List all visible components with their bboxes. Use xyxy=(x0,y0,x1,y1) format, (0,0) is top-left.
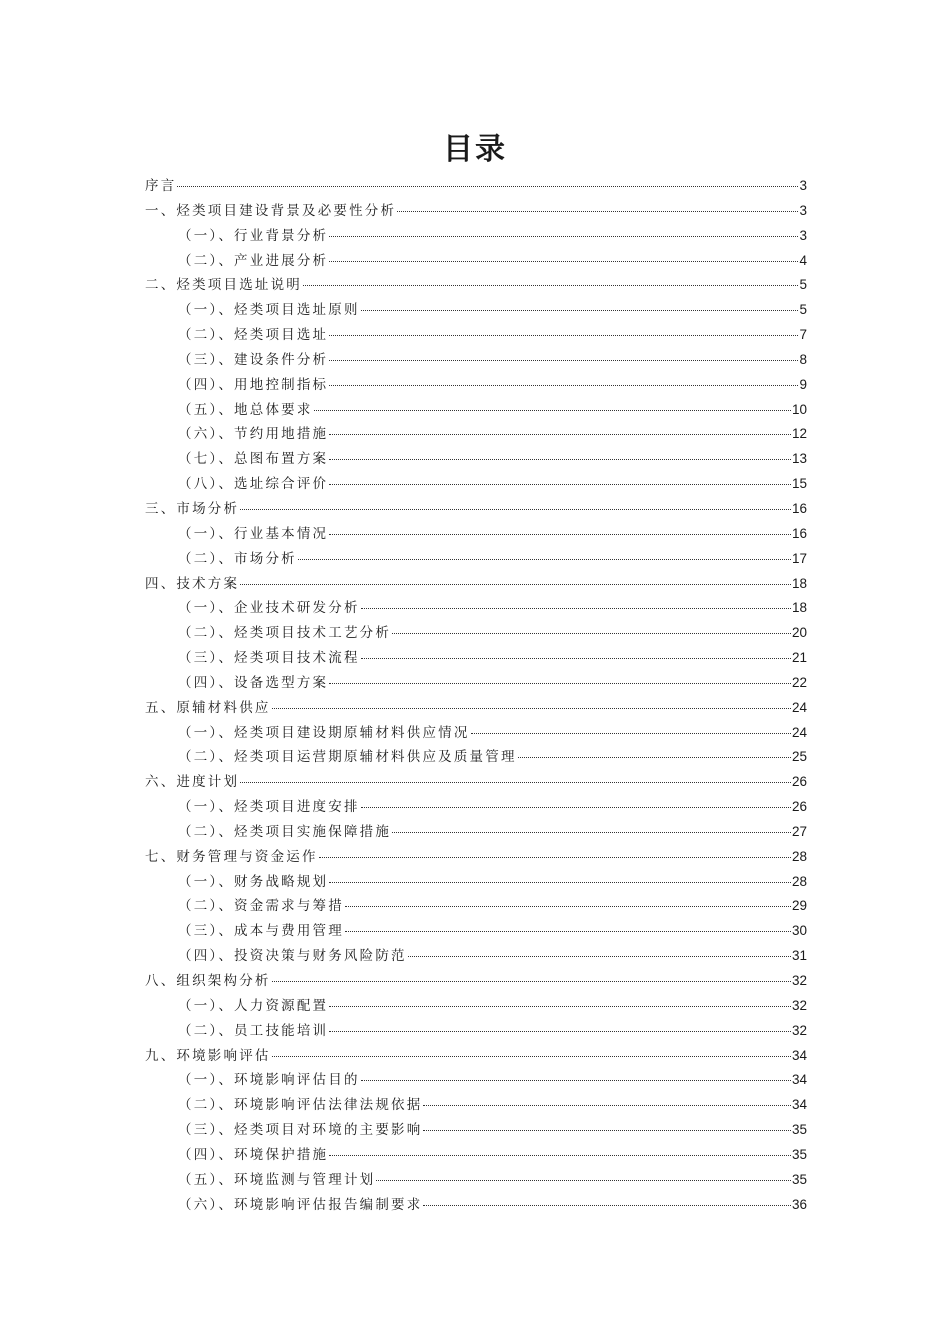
toc-entry-label: （三）、烃类项目技术流程 xyxy=(178,650,360,667)
toc-dot-leader xyxy=(392,633,791,634)
toc-entry-label: （二）、市场分析 xyxy=(178,550,297,567)
toc-dot-leader xyxy=(361,658,791,659)
toc-entry-label: （八）、选址综合评价 xyxy=(178,476,329,493)
toc-dot-leader xyxy=(329,236,798,237)
toc-page-number: 25 xyxy=(791,749,807,765)
toc-dot-leader xyxy=(423,1130,791,1131)
toc-section-entry[interactable] xyxy=(145,1093,807,1118)
toc-section-entry[interactable] xyxy=(145,721,807,746)
toc-entry-label: （七）、总图布置方案 xyxy=(178,451,329,468)
toc-section-entry[interactable] xyxy=(145,224,807,249)
toc-dot-leader xyxy=(240,509,791,510)
toc-entry-label: （六）、环境影响评估报告编制要求 xyxy=(178,1196,423,1213)
toc-chapter-entry[interactable] xyxy=(145,845,807,870)
toc-section-entry[interactable] xyxy=(145,944,807,969)
toc-section-entry[interactable] xyxy=(145,547,807,572)
toc-page-number: 35 xyxy=(791,1122,807,1138)
toc-section-entry[interactable] xyxy=(145,1118,807,1143)
toc-entry-label: 一、烃类项目建设背景及必要性分析 xyxy=(145,202,397,219)
toc-page-number: 26 xyxy=(791,799,807,815)
toc-dot-leader xyxy=(471,733,791,734)
toc-entry-label: （二）、烃类项目选址 xyxy=(178,327,329,344)
toc-page-number: 22 xyxy=(791,674,807,690)
toc-dot-leader xyxy=(392,832,791,833)
toc-dot-leader xyxy=(272,981,791,982)
toc-dot-leader xyxy=(361,310,799,311)
toc-entry-label: （二）、环境影响评估法律法规依据 xyxy=(178,1097,423,1114)
toc-page-number: 28 xyxy=(791,873,807,889)
toc-section-entry[interactable] xyxy=(145,1193,807,1218)
toc-section-entry[interactable] xyxy=(145,373,807,398)
toc-dot-leader xyxy=(376,1180,791,1181)
toc-page-number: 36 xyxy=(791,1196,807,1212)
toc-page-number: 32 xyxy=(791,973,807,988)
toc-page-number: 15 xyxy=(791,476,807,492)
toc-dot-leader xyxy=(329,385,798,386)
toc-entry-label: （六）、节约用地措施 xyxy=(178,426,329,443)
toc-entry-label: 序言 xyxy=(145,178,177,194)
toc-dot-leader xyxy=(319,857,791,858)
toc-page-number: 9 xyxy=(799,376,807,392)
toc-entry-label: （三）、建设条件分析 xyxy=(178,351,329,368)
toc-dot-leader xyxy=(329,534,791,535)
toc-section-entry[interactable] xyxy=(145,472,807,497)
toc-dot-leader xyxy=(345,931,791,932)
toc-entry-label: （二）、烃类项目实施保障措施 xyxy=(178,823,392,840)
toc-section-entry[interactable] xyxy=(145,422,807,447)
toc-chapter-entry[interactable] xyxy=(145,174,807,199)
toc-section-entry[interactable] xyxy=(145,447,807,472)
toc-page-number: 20 xyxy=(791,625,807,641)
toc-section-entry[interactable] xyxy=(145,1068,807,1093)
toc-dot-leader xyxy=(361,608,791,609)
toc-page-number: 34 xyxy=(791,1072,807,1088)
toc-page-number: 27 xyxy=(791,823,807,839)
toc-entry-label: （一）、烃类项目选址原则 xyxy=(178,302,360,319)
toc-chapter-entry[interactable] xyxy=(145,696,807,721)
toc-dot-leader xyxy=(314,410,791,411)
toc-chapter-entry[interactable] xyxy=(145,273,807,298)
toc-entry-label: 三、市场分析 xyxy=(145,500,240,517)
toc-section-entry[interactable] xyxy=(145,1143,807,1168)
toc-chapter-entry[interactable] xyxy=(145,572,807,597)
toc-section-entry[interactable] xyxy=(145,894,807,919)
toc-page-number: 28 xyxy=(791,848,807,864)
toc-page-number: 17 xyxy=(791,550,807,566)
toc-dot-leader xyxy=(518,757,791,758)
toc-section-entry[interactable] xyxy=(145,820,807,845)
toc-dot-leader xyxy=(240,584,791,585)
toc-entry-label: （一）、行业基本情况 xyxy=(178,525,329,542)
toc-dot-leader xyxy=(397,211,798,212)
toc-page-number: 29 xyxy=(791,898,807,914)
toc-chapter-entry[interactable] xyxy=(145,969,807,994)
toc-page-number: 12 xyxy=(791,426,807,442)
toc-page-number: 10 xyxy=(791,401,807,417)
toc-page-number: 3 xyxy=(799,178,807,193)
toc-section-entry[interactable] xyxy=(145,795,807,820)
toc-entry-label: （一）、环境影响评估目的 xyxy=(178,1072,360,1089)
toc-page-number: 34 xyxy=(791,1047,807,1063)
toc-page-number: 5 xyxy=(799,302,807,318)
toc-page-number: 32 xyxy=(791,1022,807,1038)
toc-dot-leader xyxy=(345,906,791,907)
toc-dot-leader xyxy=(272,1056,791,1057)
toc-entry-label: （一）、财务战略规划 xyxy=(178,873,329,890)
toc-entry-label: （二）、烃类项目运营期原辅材料供应及质量管理 xyxy=(178,749,517,766)
toc-section-entry[interactable] xyxy=(145,249,807,274)
toc-page-number: 34 xyxy=(791,1097,807,1113)
toc-entry-label: （一）、企业技术研发分析 xyxy=(178,600,360,617)
toc-entry-label: （二）、烃类项目技术工艺分析 xyxy=(178,625,392,642)
toc-entry-label: （一）、烃类项目进度安排 xyxy=(178,799,360,816)
toc-page-number: 35 xyxy=(791,1146,807,1162)
toc-entry-label: 八、组织架构分析 xyxy=(145,973,271,989)
toc-section-entry[interactable] xyxy=(145,919,807,944)
toc-page-number: 16 xyxy=(791,525,807,541)
toc-entry-label: （一）、烃类项目建设期原辅材料供应情况 xyxy=(178,724,470,741)
toc-dot-leader xyxy=(329,434,791,435)
toc-page-number: 31 xyxy=(791,948,807,964)
toc-dot-leader xyxy=(361,1080,791,1081)
toc-dot-leader xyxy=(329,360,798,361)
toc-chapter-entry[interactable] xyxy=(145,1044,807,1069)
toc-entry-label: （五）、地总体要求 xyxy=(178,401,313,418)
toc-section-entry[interactable] xyxy=(145,745,807,770)
table-of-contents xyxy=(145,174,807,1217)
toc-dot-leader xyxy=(329,1155,791,1156)
toc-dot-leader xyxy=(329,484,791,485)
toc-entry-label: （四）、用地控制指标 xyxy=(178,376,329,393)
toc-page-number: 24 xyxy=(791,724,807,740)
toc-chapter-entry[interactable] xyxy=(145,770,807,795)
toc-dot-leader xyxy=(329,1006,791,1007)
toc-section-entry[interactable] xyxy=(145,870,807,895)
page-title: 目录 xyxy=(443,132,507,167)
toc-section-entry[interactable] xyxy=(145,298,807,323)
toc-section-entry[interactable] xyxy=(145,348,807,373)
toc-page-number: 7 xyxy=(799,327,807,343)
toc-entry-label: （一）、行业背景分析 xyxy=(178,227,329,244)
toc-page-number: 3 xyxy=(799,227,807,243)
toc-page-number: 5 xyxy=(799,277,807,293)
toc-section-entry[interactable] xyxy=(145,1019,807,1044)
toc-page-number: 8 xyxy=(799,351,807,367)
toc-dot-leader xyxy=(329,261,798,262)
toc-entry-label: 六、进度计划 xyxy=(145,774,240,791)
toc-dot-leader xyxy=(423,1205,791,1206)
toc-page-number: 32 xyxy=(791,997,807,1013)
toc-entry-label: 七、财务管理与资金运作 xyxy=(145,848,318,865)
toc-section-entry[interactable] xyxy=(145,994,807,1019)
toc-section-entry[interactable] xyxy=(145,671,807,696)
toc-entry-label: （一）、人力资源配置 xyxy=(178,997,329,1014)
toc-dot-leader xyxy=(303,285,798,286)
toc-dot-leader xyxy=(240,782,791,783)
toc-dot-leader xyxy=(272,708,791,709)
toc-section-entry[interactable] xyxy=(145,323,807,348)
toc-dot-leader xyxy=(177,186,798,187)
toc-chapter-entry[interactable] xyxy=(145,199,807,224)
toc-entry-label: （二）、员工技能培训 xyxy=(178,1022,329,1039)
toc-entry-label: （四）、设备选型方案 xyxy=(178,674,329,691)
toc-section-entry[interactable] xyxy=(145,1168,807,1193)
toc-section-entry[interactable] xyxy=(145,646,807,671)
toc-page-number: 13 xyxy=(791,451,807,467)
toc-dot-leader xyxy=(329,1031,791,1032)
toc-page-number: 4 xyxy=(799,252,807,268)
toc-page-number: 30 xyxy=(791,923,807,939)
toc-entry-label: 四、技术方案 xyxy=(145,575,240,592)
toc-dot-leader xyxy=(329,683,791,684)
toc-chapter-entry[interactable] xyxy=(145,497,807,522)
toc-entry-label: （五）、环境监测与管理计划 xyxy=(178,1171,376,1188)
toc-page-number: 24 xyxy=(791,699,807,715)
toc-section-entry[interactable] xyxy=(145,621,807,646)
toc-entry-label: （二）、资金需求与筹措 xyxy=(178,898,344,915)
toc-entry-label: （四）、环境保护措施 xyxy=(178,1146,329,1163)
toc-dot-leader xyxy=(329,335,798,336)
toc-dot-leader xyxy=(423,1105,791,1106)
toc-section-entry[interactable] xyxy=(145,596,807,621)
toc-section-entry[interactable] xyxy=(145,522,807,547)
toc-dot-leader xyxy=(329,882,791,883)
toc-page-number: 18 xyxy=(791,600,807,616)
toc-page-number: 21 xyxy=(791,650,807,666)
toc-section-entry[interactable] xyxy=(145,398,807,423)
toc-entry-label: （四）、投资决策与财务风险防范 xyxy=(178,948,407,965)
toc-entry-label: 九、环境影响评估 xyxy=(145,1047,271,1064)
toc-entry-label: 五、原辅材料供应 xyxy=(145,699,271,716)
toc-dot-leader xyxy=(329,459,791,460)
toc-page-number: 16 xyxy=(791,500,807,516)
toc-entry-label: 二、烃类项目选址说明 xyxy=(145,277,302,294)
toc-page-number: 35 xyxy=(791,1171,807,1187)
toc-dot-leader xyxy=(361,807,791,808)
toc-dot-leader xyxy=(408,956,791,957)
toc-page-number: 18 xyxy=(791,575,807,591)
toc-entry-label: （三）、烃类项目对环境的主要影响 xyxy=(178,1122,423,1139)
toc-dot-leader xyxy=(298,559,791,560)
toc-page-number: 26 xyxy=(791,774,807,790)
toc-page-number: 3 xyxy=(799,202,807,218)
toc-entry-label: （二）、产业进展分析 xyxy=(178,252,329,269)
toc-entry-label: （三）、成本与费用管理 xyxy=(178,923,344,940)
